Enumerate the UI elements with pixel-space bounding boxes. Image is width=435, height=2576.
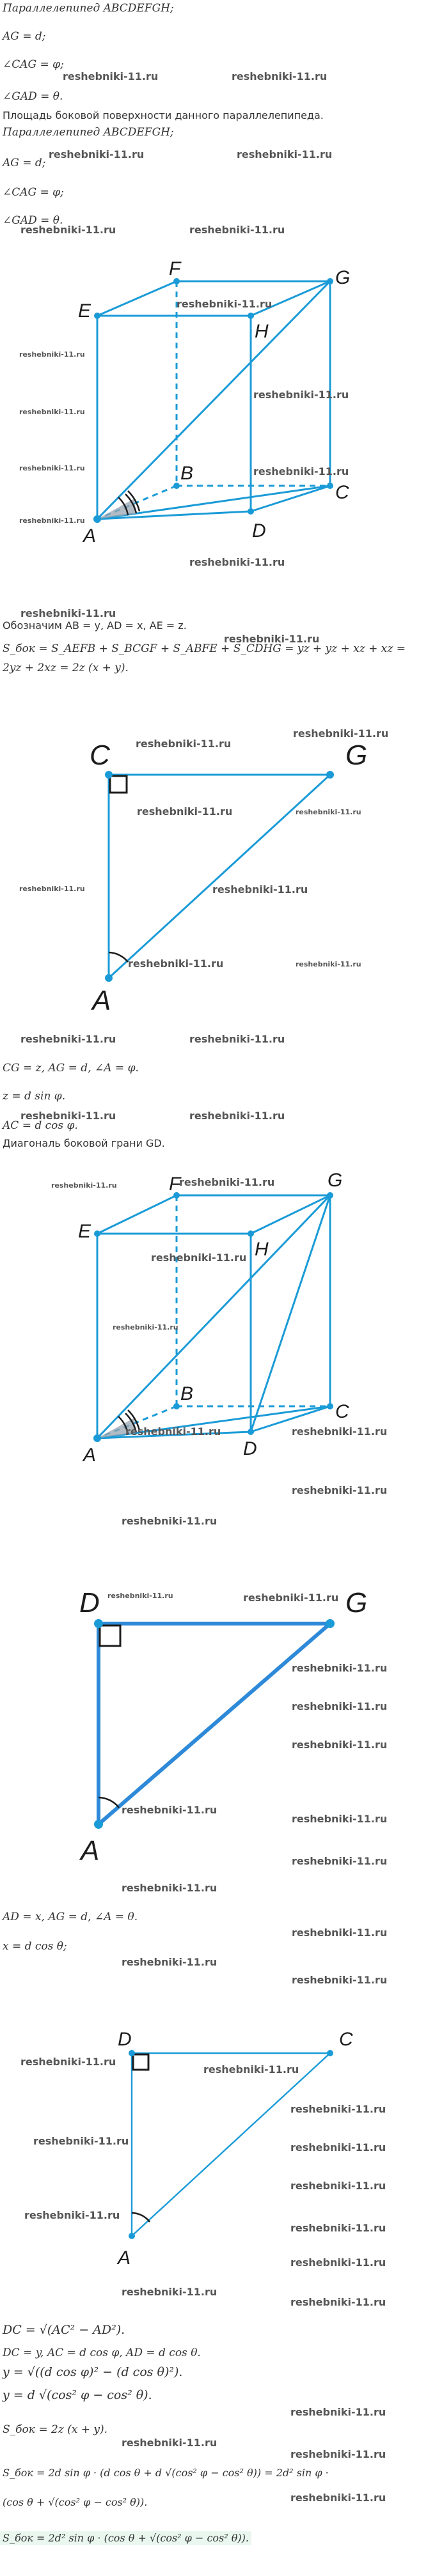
watermark: reshebniki-11.ru bbox=[125, 1425, 221, 1438]
vertex-label-c: C bbox=[339, 2029, 353, 2050]
watermark: reshebniki-11.ru bbox=[290, 2448, 386, 2460]
watermark: reshebniki-11.ru bbox=[189, 1110, 285, 1122]
vertex-label-a: A bbox=[83, 525, 97, 547]
watermark: reshebniki-11.ru bbox=[189, 224, 285, 236]
vertex-label-g: G bbox=[328, 1170, 343, 1191]
given-cag: ∠CAG = φ; bbox=[3, 58, 64, 71]
given-title: Параллелепипед ABCDEFGH; bbox=[3, 2, 174, 15]
watermark: reshebniki-11.ru bbox=[253, 389, 349, 401]
step-dc-line-6: S_бок = 2d sin φ · (d cos θ + d √(cos² φ − cos² θ)) = 2d² sin φ · bbox=[3, 2467, 329, 2479]
vertex-label-e: E bbox=[78, 300, 91, 322]
vertex-label-c: C bbox=[90, 740, 110, 771]
step-cg-line-4: Диагональ боковой грани GD. bbox=[3, 1137, 165, 1149]
watermark: reshebniki-11.ru bbox=[122, 1882, 217, 1894]
watermark: reshebniki-11.ru bbox=[232, 70, 328, 82]
watermark: reshebniki-11.ru bbox=[224, 633, 320, 645]
watermark: reshebniki-11.ru bbox=[290, 2103, 386, 2115]
watermark: reshebniki-11.ru bbox=[290, 2492, 386, 2504]
watermark: reshebniki-11.ru bbox=[292, 1927, 388, 1939]
step-dc-line-5: S_бок = 2z (x + y). bbox=[3, 2423, 108, 2436]
solution-given-gad: ∠GAD = θ. bbox=[3, 214, 63, 227]
step-cg-line-3: AC = d cos φ. bbox=[3, 1119, 78, 1132]
watermark: reshebniki-11.ru bbox=[237, 148, 333, 160]
watermark: reshebniki-11.ru bbox=[290, 2180, 386, 2192]
vertex-label-f: F bbox=[169, 258, 181, 279]
vertex-label-b: B bbox=[180, 463, 194, 484]
watermark: reshebniki-11.ru bbox=[292, 1855, 388, 1867]
solution-given-cag: ∠CAG = φ; bbox=[3, 186, 64, 199]
watermark: reshebniki-11.ru bbox=[19, 408, 85, 416]
watermark: reshebniki-11.ru bbox=[296, 808, 361, 816]
given-gad: ∠GAD = θ. bbox=[3, 90, 63, 103]
watermark: reshebniki-11.ru bbox=[33, 2135, 129, 2147]
watermark: reshebniki-11.ru bbox=[128, 958, 224, 970]
vertex-label-a: A bbox=[81, 1835, 100, 1866]
watermark: reshebniki-11.ru bbox=[292, 1974, 388, 1986]
step-dc-line-4: y = d √(cos² φ − cos² θ). bbox=[3, 2388, 152, 2402]
step-ad-line-2: x = d cos θ; bbox=[3, 1940, 67, 1953]
solution-given-title: Параллелепипед ABCDEFGH; bbox=[3, 126, 174, 139]
watermark: reshebniki-11.ru bbox=[19, 885, 85, 893]
watermark: reshebniki-11.ru bbox=[63, 70, 159, 82]
watermark: reshebniki-11.ru bbox=[122, 2437, 217, 2449]
watermark: reshebniki-11.ru bbox=[290, 2141, 386, 2153]
step-cg-line-2: z = d sin φ. bbox=[3, 1090, 66, 1103]
vertex-label-c: C bbox=[335, 1401, 349, 1422]
step-dc-line-2: DC = y, AC = d cos φ, AD = d cos θ. bbox=[3, 2347, 201, 2359]
solution-given-ag: AG = d; bbox=[3, 157, 46, 169]
watermark: reshebniki-11.ru bbox=[292, 1739, 388, 1751]
watermark: reshebniki-11.ru bbox=[290, 2256, 386, 2269]
watermark: reshebniki-11.ru bbox=[136, 738, 232, 750]
watermark: reshebniki-11.ru bbox=[212, 883, 308, 896]
step-dc-line-7: (cos θ + √(cos² φ − cos² θ)). bbox=[3, 2496, 148, 2508]
vertex-label-d: D bbox=[118, 2029, 132, 2050]
vertex-label-g: G bbox=[345, 740, 368, 771]
watermark: reshebniki-11.ru bbox=[292, 1813, 388, 1825]
watermark: reshebniki-11.ru bbox=[296, 960, 361, 968]
watermark: reshebniki-11.ru bbox=[243, 1592, 339, 1604]
vertex-label-h: H bbox=[255, 321, 269, 342]
given-ag: AG = d; bbox=[3, 30, 46, 43]
vertex-label-a: A bbox=[118, 2247, 131, 2269]
watermark: reshebniki-11.ru bbox=[292, 1662, 388, 1674]
watermark: reshebniki-11.ru bbox=[20, 1033, 116, 1045]
watermark: reshebniki-11.ru bbox=[20, 224, 116, 236]
final-answer: S_бок = 2d² sin φ · (cos θ + √(cos² φ − cos² θ)). bbox=[0, 2531, 251, 2545]
watermark: reshebniki-11.ru bbox=[293, 727, 389, 740]
step-dc-line-3: y = √((d cos φ)² − (d cos θ)²). bbox=[3, 2365, 183, 2379]
watermark: reshebniki-11.ru bbox=[122, 1956, 217, 1968]
task-text: Площадь боковой поверхности данного параллелепипеда. bbox=[3, 109, 324, 121]
vertex-label-d: D bbox=[252, 520, 266, 541]
step-ad-line-1: AD = x, AG = d, ∠A = θ. bbox=[3, 1911, 138, 1923]
notation-line-1: Обозначим AB = y, AD = x, AE = z. bbox=[3, 619, 187, 632]
watermark: reshebniki-11.ru bbox=[20, 2056, 116, 2068]
vertex-label-d: D bbox=[79, 1587, 100, 1618]
watermark: reshebniki-11.ru bbox=[290, 2406, 386, 2418]
watermark: reshebniki-11.ru bbox=[290, 2222, 386, 2234]
watermark: reshebniki-11.ru bbox=[203, 2063, 299, 2076]
vertex-label-g: G bbox=[335, 267, 351, 288]
watermark: reshebniki-11.ru bbox=[137, 805, 233, 818]
watermark: reshebniki-11.ru bbox=[290, 2296, 386, 2308]
vertex-label-g: G bbox=[345, 1587, 368, 1618]
notation-line-2: S_бок = S_AEFB + S_BCGF + S_ABFE + S_CDHG = yz + yz + xz + xz = bbox=[3, 642, 406, 655]
vertex-label-c: C bbox=[335, 482, 349, 503]
watermark: reshebniki-11.ru bbox=[189, 556, 285, 568]
watermark: reshebniki-11.ru bbox=[177, 298, 273, 310]
watermark: reshebniki-11.ru bbox=[19, 350, 85, 359]
watermark: reshebniki-11.ru bbox=[20, 607, 116, 619]
vertex-label-h: H bbox=[255, 1239, 269, 1260]
vertex-label-a: A bbox=[92, 985, 111, 1016]
watermark: reshebniki-11.ru bbox=[189, 1033, 285, 1045]
step-cg-line-1: CG = z, AG = d, ∠A = φ. bbox=[3, 1062, 139, 1075]
notation-line-3: 2yz + 2xz = 2z (x + y). bbox=[3, 662, 129, 674]
watermark: reshebniki-11.ru bbox=[292, 1425, 388, 1438]
watermark: reshebniki-11.ru bbox=[253, 465, 349, 477]
watermark: reshebniki-11.ru bbox=[107, 1592, 173, 1600]
watermark: reshebniki-11.ru bbox=[113, 1323, 178, 1331]
watermark: reshebniki-11.ru bbox=[24, 2209, 120, 2221]
watermark: reshebniki-11.ru bbox=[20, 1110, 116, 1122]
watermark: reshebniki-11.ru bbox=[151, 1252, 247, 1264]
watermark: reshebniki-11.ru bbox=[19, 516, 85, 525]
watermark: reshebniki-11.ru bbox=[122, 1515, 217, 1527]
vertex-label-e: E bbox=[78, 1221, 91, 1242]
vertex-label-a: A bbox=[83, 1445, 97, 1466]
vertex-label-d: D bbox=[243, 1438, 257, 1459]
watermark: reshebniki-11.ru bbox=[292, 1700, 388, 1712]
vertex-label-b: B bbox=[180, 1383, 194, 1404]
watermark: reshebniki-11.ru bbox=[122, 1804, 217, 1816]
step-dc-line-1: DC = √(AC² − AD²). bbox=[3, 2323, 125, 2337]
watermark: reshebniki-11.ru bbox=[51, 1181, 117, 1190]
watermark: reshebniki-11.ru bbox=[292, 1484, 388, 1496]
watermark: reshebniki-11.ru bbox=[19, 464, 85, 472]
watermark: reshebniki-11.ru bbox=[49, 148, 145, 160]
vertex-label-f: F bbox=[169, 1174, 181, 1195]
watermark: reshebniki-11.ru bbox=[122, 2286, 217, 2298]
watermark: reshebniki-11.ru bbox=[179, 1176, 275, 1188]
